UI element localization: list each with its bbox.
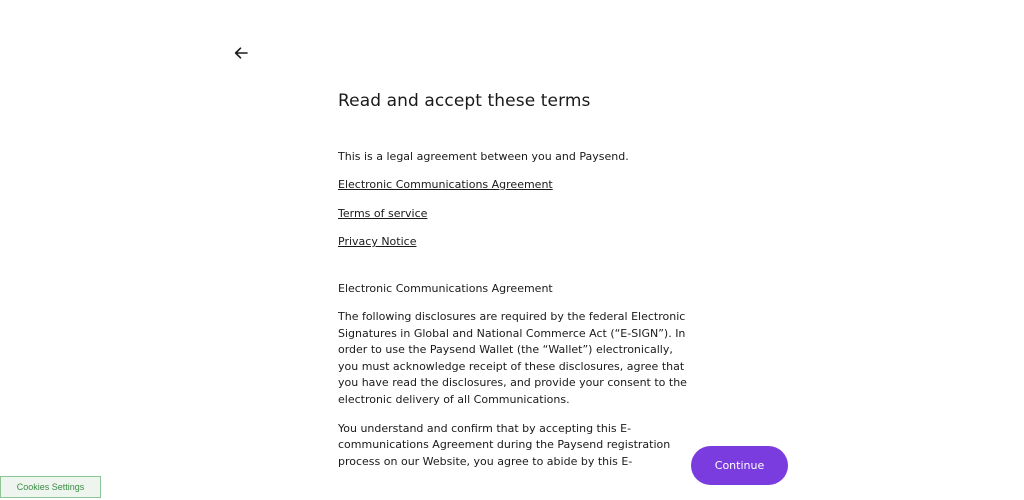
privacy-notice-link[interactable]: Privacy Notice — [338, 235, 417, 248]
intro-text: This is a legal agreement between you and Paysend. — [338, 150, 629, 163]
terms-of-service-link[interactable]: Terms of service — [338, 206, 428, 220]
section-title: Electronic Communications Agreement — [338, 282, 553, 295]
continue-button[interactable]: Continue — [691, 446, 788, 485]
terms-content — [338, 88, 688, 470]
agreement-links — [338, 177, 688, 250]
electronic-communications-link[interactable]: Electronic Communications Agreement — [338, 178, 553, 191]
cookies-settings-button[interactable]: Cookies Settings — [0, 476, 101, 498]
back-button[interactable] — [230, 42, 252, 64]
disclosure-paragraph: The following disclosures are required by the federal Electronic Signatures in Global and National Commerce Act (“E-SIGN”). In order to use the Paysend Wallet (the “Wallet”) electronically, you must acknowledge receipt of these disclosures, agree that you have read the disclosures, and provide your consent to the electronic delivery of all Communications. — [338, 310, 687, 406]
consent-paragraph: You understand and confirm that by accepting this E-communications Agreement during the Paysend registration process on our Website, you agree to abide by this E- — [338, 421, 671, 468]
arrow-left-icon — [234, 47, 248, 59]
page-title: Read and accept these terms — [338, 91, 591, 111]
